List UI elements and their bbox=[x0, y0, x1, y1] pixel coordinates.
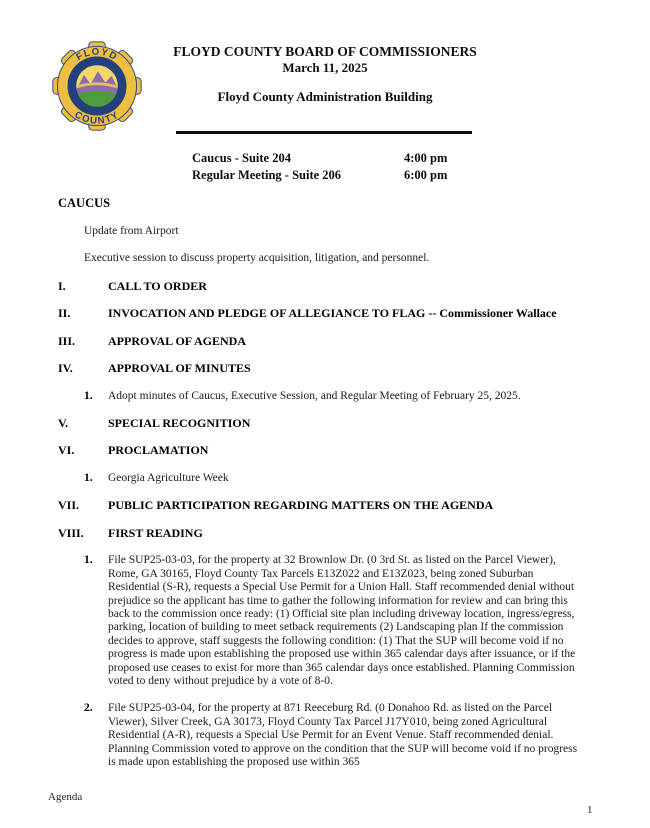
item-numeral: II. bbox=[58, 306, 71, 320]
document-header bbox=[0, 0, 650, 131]
agenda-item-approval-of-minutes bbox=[58, 362, 650, 376]
seal-bottom-text: COUNTY bbox=[72, 109, 122, 127]
subitem-number: 2. bbox=[84, 702, 93, 715]
caucus-heading: CAUCUS bbox=[58, 196, 111, 210]
floyd-county-seal-icon bbox=[51, 40, 143, 132]
schedule-time: 4:00 pm bbox=[404, 151, 448, 165]
item-numeral: IV. bbox=[58, 361, 73, 375]
agenda-subitem bbox=[84, 702, 650, 769]
subitem-text: File SUP25-03-03, for the property at 32 Brownlow Dr. (0 3rd St. as listed on the Parcel Viewer), Rome, GA 30165, Floyd County Tax Parcels E13Z022 and E13Z023, being zoned Suburban Residential (S-R), requests a Special Use Permit for a Union Hall. Staff recommended denial without prejudice so the applicant has time to gather the following information for review and can bring this back to the commission once ready: (1) Official site plan including driveway location, ingress/egress, parking, location of building to meet setback requirements (2) Landscaping plan If the commission decides to approve, staff suggests the following condition: (1) That the SUP will become void if no progress is made upon establishing the proposed use within 365 calendar days after issuance, or if the proposed use ceases to exist for more than 365 calendar days once established. Planning Commission voted to deny without prejudice by a vote of 8-0. bbox=[108, 554, 576, 687]
schedule-label: Caucus - Suite 204 bbox=[192, 151, 291, 165]
page-title: FLOYD COUNTY BOARD OF COMMISSIONERS bbox=[173, 44, 477, 59]
item-heading: INVOCATION AND PLEDGE OF ALLEGIANCE TO FLAG -- Commissioner Wallace bbox=[108, 306, 557, 320]
item-numeral: I. bbox=[58, 278, 66, 293]
agenda-list bbox=[58, 280, 650, 770]
agenda-item-public-participation bbox=[58, 499, 650, 513]
agenda-item-approval-of-agenda bbox=[58, 335, 650, 349]
item-numeral: VI. bbox=[58, 443, 75, 458]
header-divider bbox=[176, 131, 472, 134]
page-number: 1 bbox=[587, 804, 593, 816]
subitem-text: Georgia Agriculture Week bbox=[108, 471, 229, 484]
item-numeral: VIII. bbox=[58, 525, 84, 540]
agenda-item-invocation bbox=[58, 307, 650, 321]
item-numeral: III. bbox=[58, 333, 76, 348]
item-heading: PROCLAMATION bbox=[108, 443, 209, 458]
item-heading: APPROVAL OF MINUTES bbox=[108, 361, 251, 375]
agenda-subitem bbox=[84, 390, 650, 403]
item-numeral: V. bbox=[58, 415, 69, 430]
subitem-text: File SUP25-03-04, for the property at 871 Reeceburg Rd. (0 Donahoo Rd. as listed on the Parcel Viewer), Silver Creek, GA 30173, Floyd County Tax Parcel J17Y010, being zoned Agricultural Residential (A-R), requests a Special Use Permit for an Event Venue. Staff recommended denial. Planning Commission voted to approve on the condition that the SUP will become void if no progress is made upon establishing the proposed use within 365 bbox=[108, 702, 578, 768]
subitem-text: Adopt minutes of Caucus, Executive Session, and Regular Meeting of February 25, 2025. bbox=[108, 389, 521, 402]
item-heading: PUBLIC PARTICIPATION REGARDING MATTERS ON THE AGENDA bbox=[108, 498, 494, 513]
subitem-number: 1. bbox=[84, 554, 93, 567]
seal-top-text: FLOYD bbox=[74, 46, 120, 64]
meeting-location: Floyd County Administration Building bbox=[217, 89, 433, 104]
agenda-subitem bbox=[84, 472, 650, 485]
agenda-item-special-recognition bbox=[58, 417, 650, 431]
item-heading: SPECIAL RECOGNITION bbox=[108, 415, 251, 430]
agenda-subitem bbox=[84, 554, 650, 688]
agenda-item-proclamation bbox=[58, 444, 650, 458]
item-heading: CALL TO ORDER bbox=[108, 278, 207, 293]
meeting-schedule bbox=[192, 150, 650, 184]
subitem-number: 1. bbox=[84, 471, 93, 484]
item-heading: APPROVAL OF AGENDA bbox=[108, 333, 247, 348]
agenda-item-first-reading bbox=[58, 527, 650, 541]
caucus-item: Update from Airport bbox=[84, 224, 179, 237]
agenda-item-call-to-order bbox=[58, 280, 650, 294]
item-heading: FIRST READING bbox=[108, 525, 203, 540]
footer-document-label: Agenda bbox=[48, 791, 83, 803]
item-numeral: VII. bbox=[58, 498, 80, 513]
subitem-number: 1. bbox=[84, 389, 93, 402]
schedule-time: 6:00 pm bbox=[404, 168, 448, 182]
schedule-row bbox=[192, 150, 650, 167]
meeting-date: March 11, 2025 bbox=[282, 60, 368, 75]
caucus-item: Executive session to discuss property acquisition, litigation, and personnel. bbox=[84, 252, 430, 264]
schedule-row bbox=[192, 167, 650, 184]
schedule-label: Regular Meeting - Suite 206 bbox=[192, 168, 342, 182]
